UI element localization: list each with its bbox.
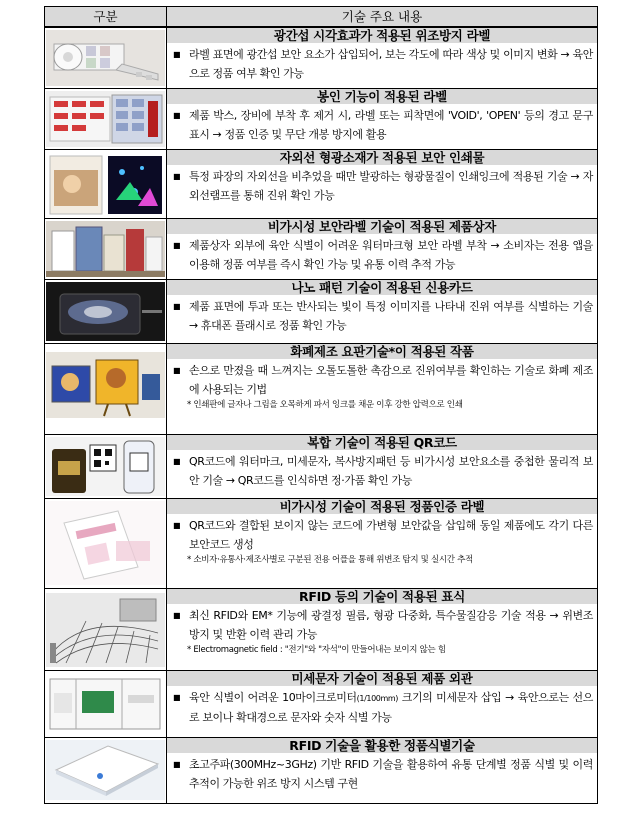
row-title: 비가시성 기술이 적용된 정품인증 라벨 [167, 499, 597, 514]
header-row [45, 7, 598, 28]
image-cell [45, 498, 167, 588]
table-row [45, 149, 598, 218]
image-cell [45, 588, 167, 670]
table-row [45, 279, 598, 343]
image-cell [45, 88, 167, 149]
content-cell [167, 498, 598, 588]
content-cell [167, 27, 598, 88]
nano-card-icon [46, 282, 165, 341]
content-cell [167, 343, 598, 434]
image-cell [45, 218, 167, 279]
table-row [45, 737, 598, 803]
content-cell [167, 279, 598, 343]
row-title: 복합 기술이 적용된 QR코드 [167, 435, 597, 450]
content-cell [167, 149, 598, 218]
header-content: 기술 주요 내용 [167, 7, 598, 28]
row-title: 비가시성 보안라벨 기술이 적용된 제품상자 [167, 219, 597, 234]
header-category: 구분 [45, 7, 167, 28]
row-note: * 인쇄판에 글자나 그림을 오목하게 파서 잉크를 채운 이후 강한 압력으로 인쇄 [187, 399, 463, 410]
row-text: ■ 제품상자 외부에 육안 식별이 어려운 워터마크형 보안 라벨 부착 → 소비자는 전용 앱을 이용해 정품 여부를 즉시 확인 가능 및 유통 이력 추적 가능 [167, 234, 597, 274]
content-cell [167, 670, 598, 737]
image-cell [45, 670, 167, 737]
intaglio-artwork-icon [46, 352, 165, 418]
row-text: ■ 최신 RFID와 EM* 기능에 광결정 필름, 형광 다중화, 특수물질감응 기술 적용 → 위변조 방지 및 반환 이력 관리 가능 [167, 604, 597, 644]
table-row [45, 343, 598, 434]
micro-text-box-icon [46, 673, 165, 735]
row-text: ■ 특정 파장의 자외선을 비추었을 때만 발광하는 형광물질이 인쇄잉크에 적용된 기술 → 자외선램프를 통해 진위 확인 가능 [167, 165, 597, 205]
table-row [45, 218, 598, 279]
content-cell [167, 737, 598, 803]
row-title: 봉인 기능이 적용된 라벨 [167, 89, 597, 104]
row-title: 광간섭 시각효과가 적용된 위조방지 라벨 [167, 28, 597, 43]
image-cell [45, 434, 167, 498]
row-text-unit: (1/100mm) [356, 693, 398, 703]
auth-label-icon [46, 501, 165, 585]
row-text: ■ 라벨 표면에 광간섭 보안 요소가 삽입되어, 보는 각도에 따라 색상 및 이미지 변화 → 육안으로 정품 여부 확인 가능 [167, 43, 597, 83]
table-row [45, 88, 598, 149]
table-row [45, 670, 598, 737]
table-row [45, 498, 598, 588]
qr-phone-icon [46, 437, 165, 496]
row-text: ■ QR코드에 워터마크, 미세문자, 복사방지패턴 등 비가시성 보안요소를 중첩한 물리적 보안 기술 → QR코드를 인식하면 정·가품 확인 가능 [167, 450, 597, 490]
table-row [45, 27, 598, 88]
rfid-device-icon [46, 740, 165, 800]
row-note: * Electromagnetic field : "전기"와 "자석"이 만들어내는 보이지 않는 힘 [187, 644, 446, 655]
row-title: 미세문자 기술이 적용된 제품 외관 [167, 671, 597, 686]
row-note: * 소비자·유통사·제조사별로 구분된 전용 어플을 통해 위변조 탐지 및 실시간 추적 [187, 554, 473, 565]
rfid-net-icon [46, 593, 165, 667]
uv-print-icon [46, 152, 165, 216]
hologram-label-rolls-icon [46, 30, 165, 86]
content-cell [167, 218, 598, 279]
row-text: ■ 손으로 만졌을 때 느껴지는 오톨도톨한 촉감으로 진위여부를 확인하는 기술로 화폐 제조에 사용되는 기법 [167, 359, 597, 399]
image-cell [45, 27, 167, 88]
table-row [45, 434, 598, 498]
content-cell [167, 88, 598, 149]
image-cell [45, 279, 167, 343]
row-text [167, 686, 597, 727]
row-text: ■ 초고주파(300MHz~3GHz) 기반 RFID 기술을 활용하여 유통 단계별 정품 식별 및 이력 추적이 가능한 위조 방지 시스템 구현 [167, 753, 597, 793]
image-cell [45, 149, 167, 218]
product-boxes-icon [46, 221, 165, 277]
image-cell [45, 737, 167, 803]
row-text-b: 크기의 미세문자 삽입 → 육안으로는 선으로 보이나 확대경으로 문자와 숫자 식별 가능 [189, 690, 594, 724]
image-cell [45, 343, 167, 434]
content-cell [167, 434, 598, 498]
row-text: ■ 제품 표면에 투과 또는 반사되는 빛이 특정 이미지를 나타내 진위 여부를 식별하는 기술 → 휴대폰 플래시로 정품 확인 가능 [167, 295, 597, 335]
row-text-a: 육안 식별이 어려운 10마이크로미터 [189, 690, 357, 704]
row-text: ■ 제품 박스, 장비에 부착 후 제거 시, 라벨 또는 피착면에 'VOID', 'OPEN' 등의 경고 문구 표시 → 정품 인증 및 무단 개봉 방지에 활용 [167, 104, 597, 144]
document-table-wrap [44, 6, 598, 804]
row-title: 자외선 형광소재가 적용된 보안 인쇄물 [167, 150, 597, 165]
row-title: RFID 기술을 활용한 정품식별기술 [167, 738, 597, 753]
void-seal-labels-icon [46, 91, 165, 147]
row-title: RFID 등의 기술이 적용된 표식 [167, 589, 597, 604]
table-row [45, 588, 598, 670]
row-title: 나노 패턴 기술이 적용된 신용카드 [167, 280, 597, 295]
row-text: ■ QR코드와 결합된 보이지 않는 코드에 가변형 보안값을 삽입해 동일 제품에도 각기 다른 보안코드 생성 [167, 514, 597, 554]
content-cell [167, 588, 598, 670]
tech-table [44, 6, 598, 804]
row-title: 화폐제조 요판기술*이 적용된 작품 [167, 344, 597, 359]
